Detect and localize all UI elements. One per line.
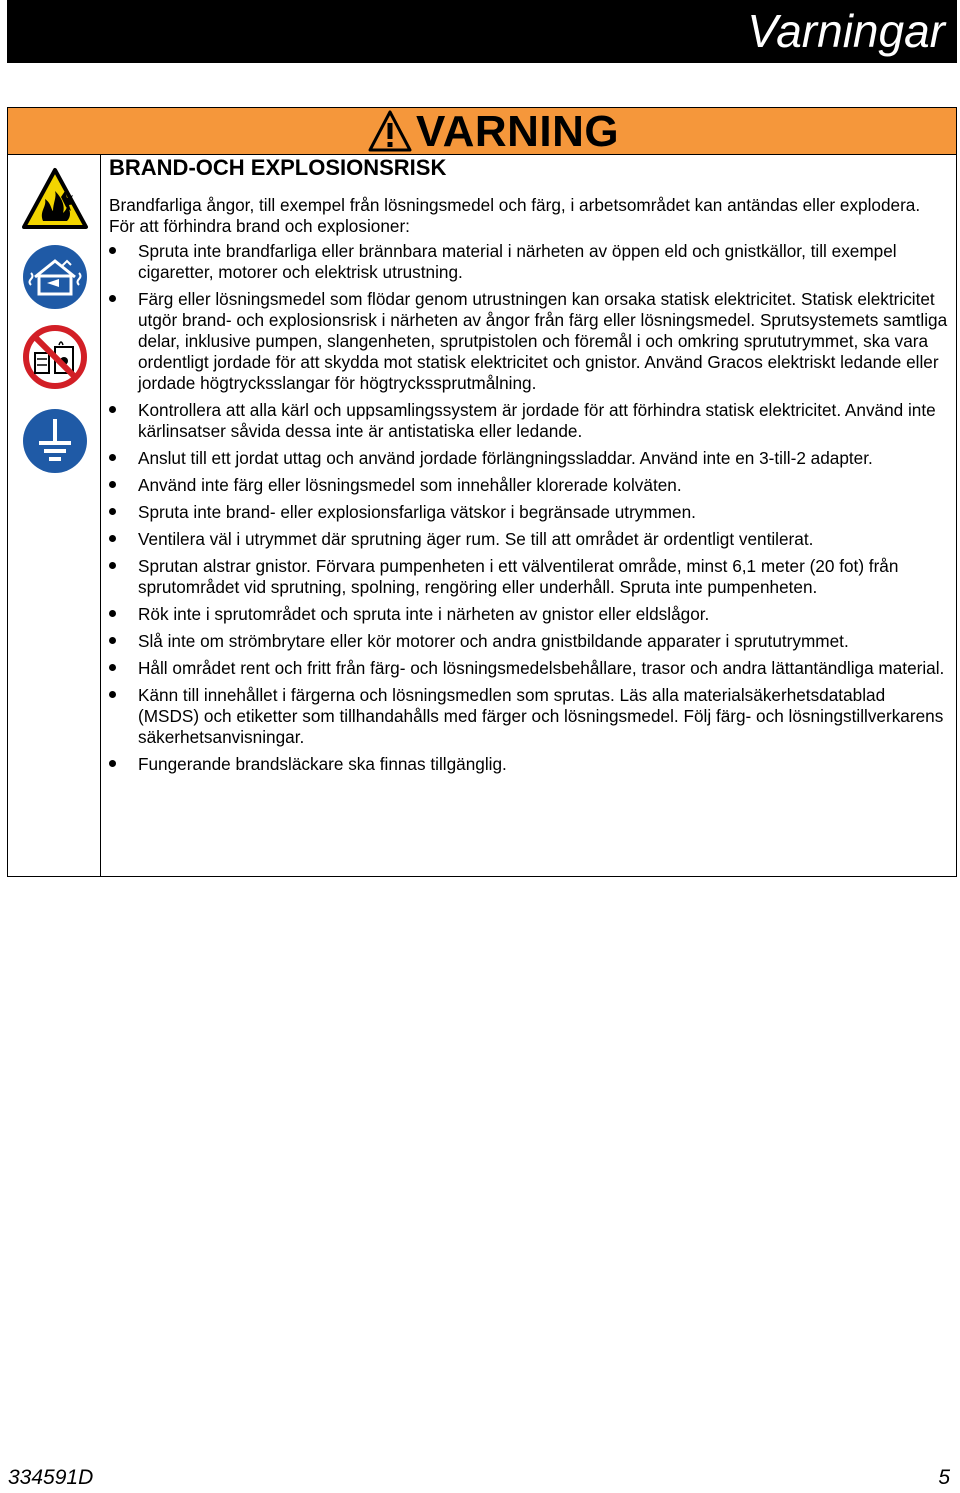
list-item-text: Färg eller lösningsmedel som flödar genom utrustningen kan orsaka statisk elektricitet. Statisk elektricitet utgör brand- och explosionsrisk i närheten av ångor från färg eller lösningsmedel. Sprutsystemets samtliga delar, inklusive pumpen, slangenheten, sprutpistolen och föremål i och omkring sprututrymmet, ska vara ordentligt jordade för att skydda mot statisk elektricitet och gnistor. Använd Gracos elektriskt ledande eller jordade högtrycksslangar för högtryckssprutmålning. <box>138 289 948 393</box>
bullet-dot-icon <box>109 691 116 698</box>
list-item-text: Anslut till ett jordat uttag och använd jordade förlängningssladdar. Använd inte en 3-till-2 adapter. <box>138 448 873 468</box>
page-title: Varningar <box>747 5 945 57</box>
list-item-text: Känn till innehållet i färgerna och lösningsmedlen som sprutas. Läs alla materialsäkerhetsdatablad (MSDS) och etiketter som tillhandahålls med färger och lösningsmedel. Följ färg- och lösningstillverkarens säkerhetsanvisningar. <box>138 685 944 747</box>
list-item <box>109 400 949 442</box>
list-item <box>109 754 949 775</box>
list-item <box>109 556 949 598</box>
list-item-text: Slå inte om strömbrytare eller kör motorer och andra gnistbildande apparater i sprututrymmet. <box>138 631 849 651</box>
intro-text: Brandfarliga ångor, till exempel från lösningsmedel och färg, i arbetsområdet kan antändas eller explodera. För att förhindra brand och explosioner: <box>109 195 921 236</box>
bullet-dot-icon <box>109 562 116 569</box>
warning-banner <box>8 108 956 155</box>
list-item <box>109 658 949 679</box>
bullet-list <box>109 241 949 781</box>
bullet-dot-icon <box>109 535 116 542</box>
bullet-dot-icon <box>109 247 116 254</box>
list-item-text: Håll området rent och fritt från färg- och lösningsmedelsbehållare, trasor och andra lättantändliga material. <box>138 658 945 678</box>
warning-label: VARNING <box>416 107 620 156</box>
bullet-dot-icon <box>109 664 116 671</box>
list-item-text: Sprutan alstrar gnistor. Förvara pumpenheten i ett välventilerat område, minst 6,1 meter (20 fot) från sprutområdet vid sprutning, spolning, rengöring eller underhåll. Spruta inte pumpenheten. <box>138 556 899 597</box>
bullet-dot-icon <box>109 610 116 617</box>
page-number: 5 <box>938 1466 950 1489</box>
list-item-text: Ventilera väl i utrymmet där sprutning äger rum. Se till att området är ordentligt ventilerat. <box>138 529 814 549</box>
fire-explosion-hazard-icon <box>21 167 89 231</box>
list-item-text: Kontrollera att alla kärl och uppsamlingssystem är jordade för att förhindra statisk elektricitet. Använd inte kärlinsatser såvida dessa inte är antistatiska eller ledande. <box>138 400 936 441</box>
ground-icon <box>21 407 89 475</box>
hazard-icon-column <box>8 155 101 876</box>
bullet-dot-icon <box>109 295 116 302</box>
list-item <box>109 502 949 523</box>
bullet-dot-icon <box>109 481 116 488</box>
section-title: BRAND-OCH EXPLOSIONSRISK <box>109 155 447 180</box>
list-item-text: Fungerande brandsläckare ska finnas tillgänglig. <box>138 754 507 774</box>
bullet-dot-icon <box>109 454 116 461</box>
list-item-text: Använd inte färg eller lösningsmedel som innehåller klorerade kolväten. <box>138 475 682 495</box>
list-item-text: Spruta inte brand- eller explosionsfarliga vätskor i begränsade utrymmen. <box>138 502 696 522</box>
bullet-dot-icon <box>109 760 116 767</box>
list-item <box>109 475 949 496</box>
list-item <box>109 604 949 625</box>
ventilation-spray-icon <box>21 243 89 311</box>
warning-triangle-icon <box>368 110 412 152</box>
list-item <box>109 529 949 550</box>
bullet-dot-icon <box>109 508 116 515</box>
list-item <box>109 289 949 394</box>
warning-table <box>7 107 957 877</box>
no-smoking-flame-icon <box>21 323 89 391</box>
bullet-dot-icon <box>109 406 116 413</box>
bullet-dot-icon <box>109 637 116 644</box>
list-item-text: Rök inte i sprutområdet och spruta inte i närheten av gnistor eller eldslågor. <box>138 604 710 624</box>
page-header <box>7 0 957 63</box>
list-item-text: Spruta inte brandfarliga eller brännbara material i närheten av öppen eld och gnistkällor, till exempel cigaretter, motorer och elektrisk utrustning. <box>138 241 897 282</box>
list-item <box>109 241 949 283</box>
list-item <box>109 685 949 748</box>
list-item <box>109 631 949 652</box>
doc-number: 334591D <box>8 1466 94 1489</box>
list-item <box>109 448 949 469</box>
